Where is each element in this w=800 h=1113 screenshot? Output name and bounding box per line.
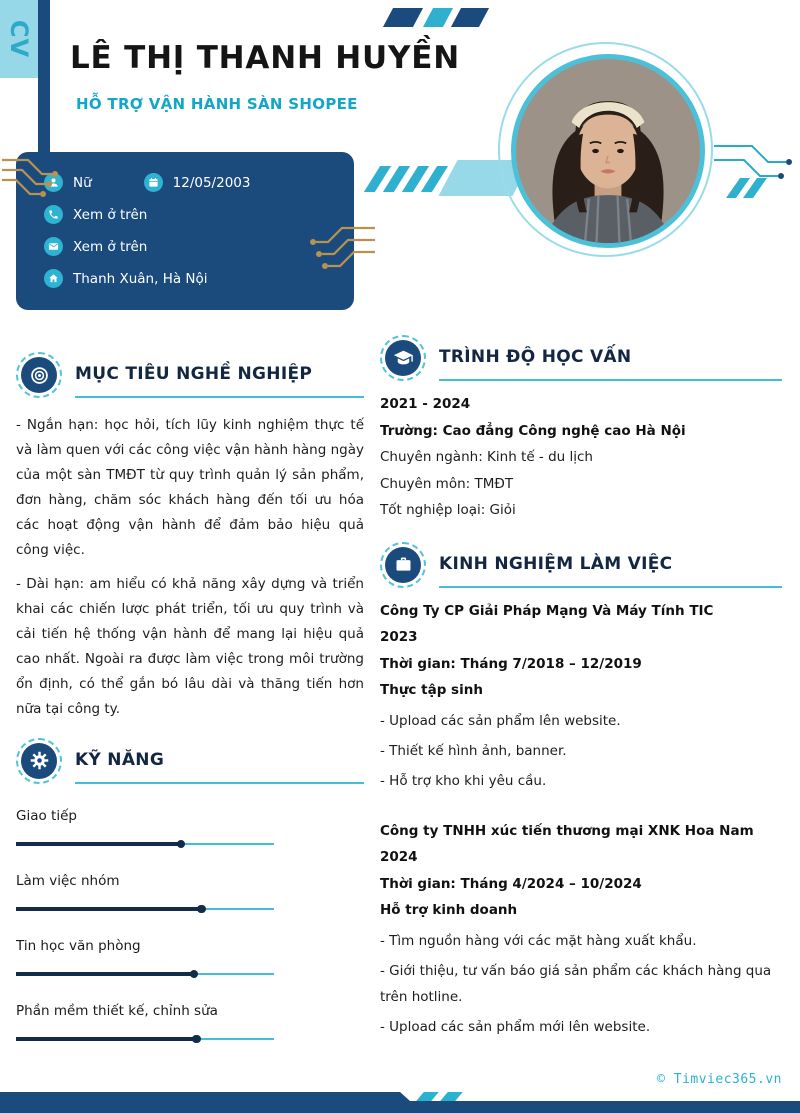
objective-paragraph: - Dài hạn: am hiểu có khả năng xây dựng và triển khai các chiến lược phát triển, tối ưu quy trình và cải tiến hệ thống vận hành để mang lại hiệu quả cao nhất. Ngoài ra được làm việc trong môi trường ổn định, có thể gắn bó lâu dài và thăng tiến hơn nữa tại công ty. — [16, 575, 364, 717]
left-column — [16, 352, 364, 1044]
skill-bar — [16, 904, 274, 914]
job-title: HỖ TRỢ VẬN HÀNH SÀN SHOPEE — [76, 95, 358, 113]
profile-photo — [511, 54, 705, 248]
address-value: Thanh Xuân, Hà Nội — [73, 270, 208, 287]
skill-bar — [16, 839, 274, 849]
job-position: Thực tập sinh — [380, 682, 483, 698]
gender-value: Nữ — [73, 174, 92, 191]
education-icon-ring — [380, 335, 426, 381]
job-year: 2023 — [380, 629, 418, 645]
briefcase-icon — [385, 547, 421, 583]
experience-section-header — [380, 542, 782, 588]
section-title-underline — [439, 335, 782, 381]
job-company: Công ty TNHH xúc tiến thương mại XNK Hoa Nam — [380, 822, 754, 839]
portrait-placeholder — [516, 59, 700, 243]
skill-label: Tin học văn phòng — [16, 937, 141, 954]
job-duration: Thời gian: Tháng 7/2018 – 12/2019 — [380, 655, 642, 672]
cv-corner-tab — [0, 0, 38, 78]
skill-bar — [16, 1034, 274, 1044]
target-icon — [21, 357, 57, 393]
calendar-icon — [144, 173, 163, 192]
skills-section-header — [16, 738, 364, 784]
skill-bar-fill — [16, 1037, 197, 1041]
education-section-header — [380, 335, 782, 381]
objective-section-header — [16, 352, 364, 398]
section-title-underline — [439, 542, 782, 588]
skill-item — [16, 808, 364, 849]
job-task: - Tìm nguồn hàng với các mặt hàng xuất khẩu. — [380, 932, 697, 949]
education-major: Chuyên ngành: Kinh tế - du lịch — [380, 449, 593, 465]
job-task: - Giới thiệu, tư vấn báo giá sản phẩm các khách hàng qua trên hotline. — [380, 962, 772, 1005]
house-icon — [44, 269, 63, 288]
header-deco-shape — [423, 8, 453, 27]
job-company: Công Ty CP Giải Pháp Mạng Và Máy Tính TIC — [380, 602, 714, 619]
envelope-icon — [44, 237, 63, 256]
education-specialty: Chuyên môn: TMĐT — [380, 475, 514, 492]
education-block — [380, 391, 782, 524]
objective-paragraph: - Ngắn hạn: học hỏi, tích lũy kinh nghiệm thực tế và làm quen với các công việc vận hành hàng ngày của một sàn TMĐT từ quy trình quản lý sản phẩm, đơn hàng, chăm sóc khách hàng đến tối ưu hóa các hoạt động vận hành để đảm bảo hiệu quả công việc. — [16, 417, 364, 558]
footer-teal-stripe — [416, 1092, 439, 1101]
section-title-underline — [75, 738, 364, 784]
phone-value: Xem ở trên — [73, 206, 148, 223]
job-task: - Thiết kế hình ảnh, banner. — [380, 742, 567, 759]
section-title-objective: MỤC TIÊU NGHỀ NGHIỆP — [75, 364, 313, 384]
skills-icon-ring — [16, 738, 62, 784]
phone-icon — [44, 205, 63, 224]
skill-label: Phần mềm thiết kế, chỉnh sửa — [16, 1002, 218, 1019]
job-year: 2024 — [380, 849, 418, 865]
job-task: - Upload các sản phẩm mới lên website. — [380, 1018, 651, 1035]
education-grade: Tốt nghiệp loại: Giỏi — [380, 502, 516, 518]
circuit-decoration — [708, 126, 798, 216]
birthday-value: 12/05/2003 — [172, 174, 251, 191]
job-task: - Upload các sản phẩm lên website. — [380, 712, 621, 729]
skill-item — [16, 938, 364, 979]
section-title-skills: KỸ NĂNG — [75, 749, 165, 770]
education-years: 2021 - 2024 — [380, 396, 471, 412]
graduation-cap-icon — [385, 340, 421, 376]
job-position: Hỗ trợ kinh doanh — [380, 902, 518, 918]
header-accent-strip — [38, 0, 50, 152]
skill-bar-fill — [16, 907, 202, 911]
contact-row — [44, 173, 354, 192]
candidate-name: LÊ THỊ THANH HUYỀN — [70, 40, 460, 76]
footer-band-left — [0, 1092, 410, 1101]
section-title-underline — [75, 352, 364, 398]
skill-item — [16, 873, 364, 914]
skill-bar-fill — [16, 842, 181, 846]
job-duration: Thời gian: Tháng 4/2024 – 10/2024 — [380, 875, 642, 892]
skill-label: Làm việc nhóm — [16, 872, 120, 889]
experience-icon-ring — [380, 542, 426, 588]
email-value: Xem ở trên — [73, 238, 148, 255]
job-entry — [380, 818, 782, 1040]
skill-bar-fill — [16, 972, 194, 976]
header-deco-shape — [451, 8, 489, 27]
objective-icon-ring — [16, 352, 62, 398]
skill-label: Giao tiếp — [16, 807, 77, 824]
education-school: Trường: Cao đẳng Công nghệ cao Hà Nội — [380, 422, 686, 439]
circuit-decoration-right — [290, 216, 375, 282]
circuit-decoration-left — [2, 150, 66, 206]
header-deco-shape — [383, 8, 423, 27]
right-column — [380, 335, 782, 1040]
gear-icon — [21, 743, 57, 779]
section-title-education: TRÌNH ĐỘ HỌC VẤN — [439, 347, 632, 367]
copyright: © Timviec365.vn — [657, 1072, 782, 1087]
footer-teal-stripe — [440, 1092, 463, 1101]
job-task: - Hỗ trợ kho khi yêu cầu. — [380, 772, 547, 789]
section-title-experience: KINH NGHIỆM LÀM VIỆC — [439, 553, 673, 574]
cv-label: CV — [5, 19, 33, 59]
job-entry — [380, 598, 782, 794]
skill-bar — [16, 969, 274, 979]
footer-band — [0, 1101, 800, 1113]
skill-item — [16, 1003, 364, 1044]
